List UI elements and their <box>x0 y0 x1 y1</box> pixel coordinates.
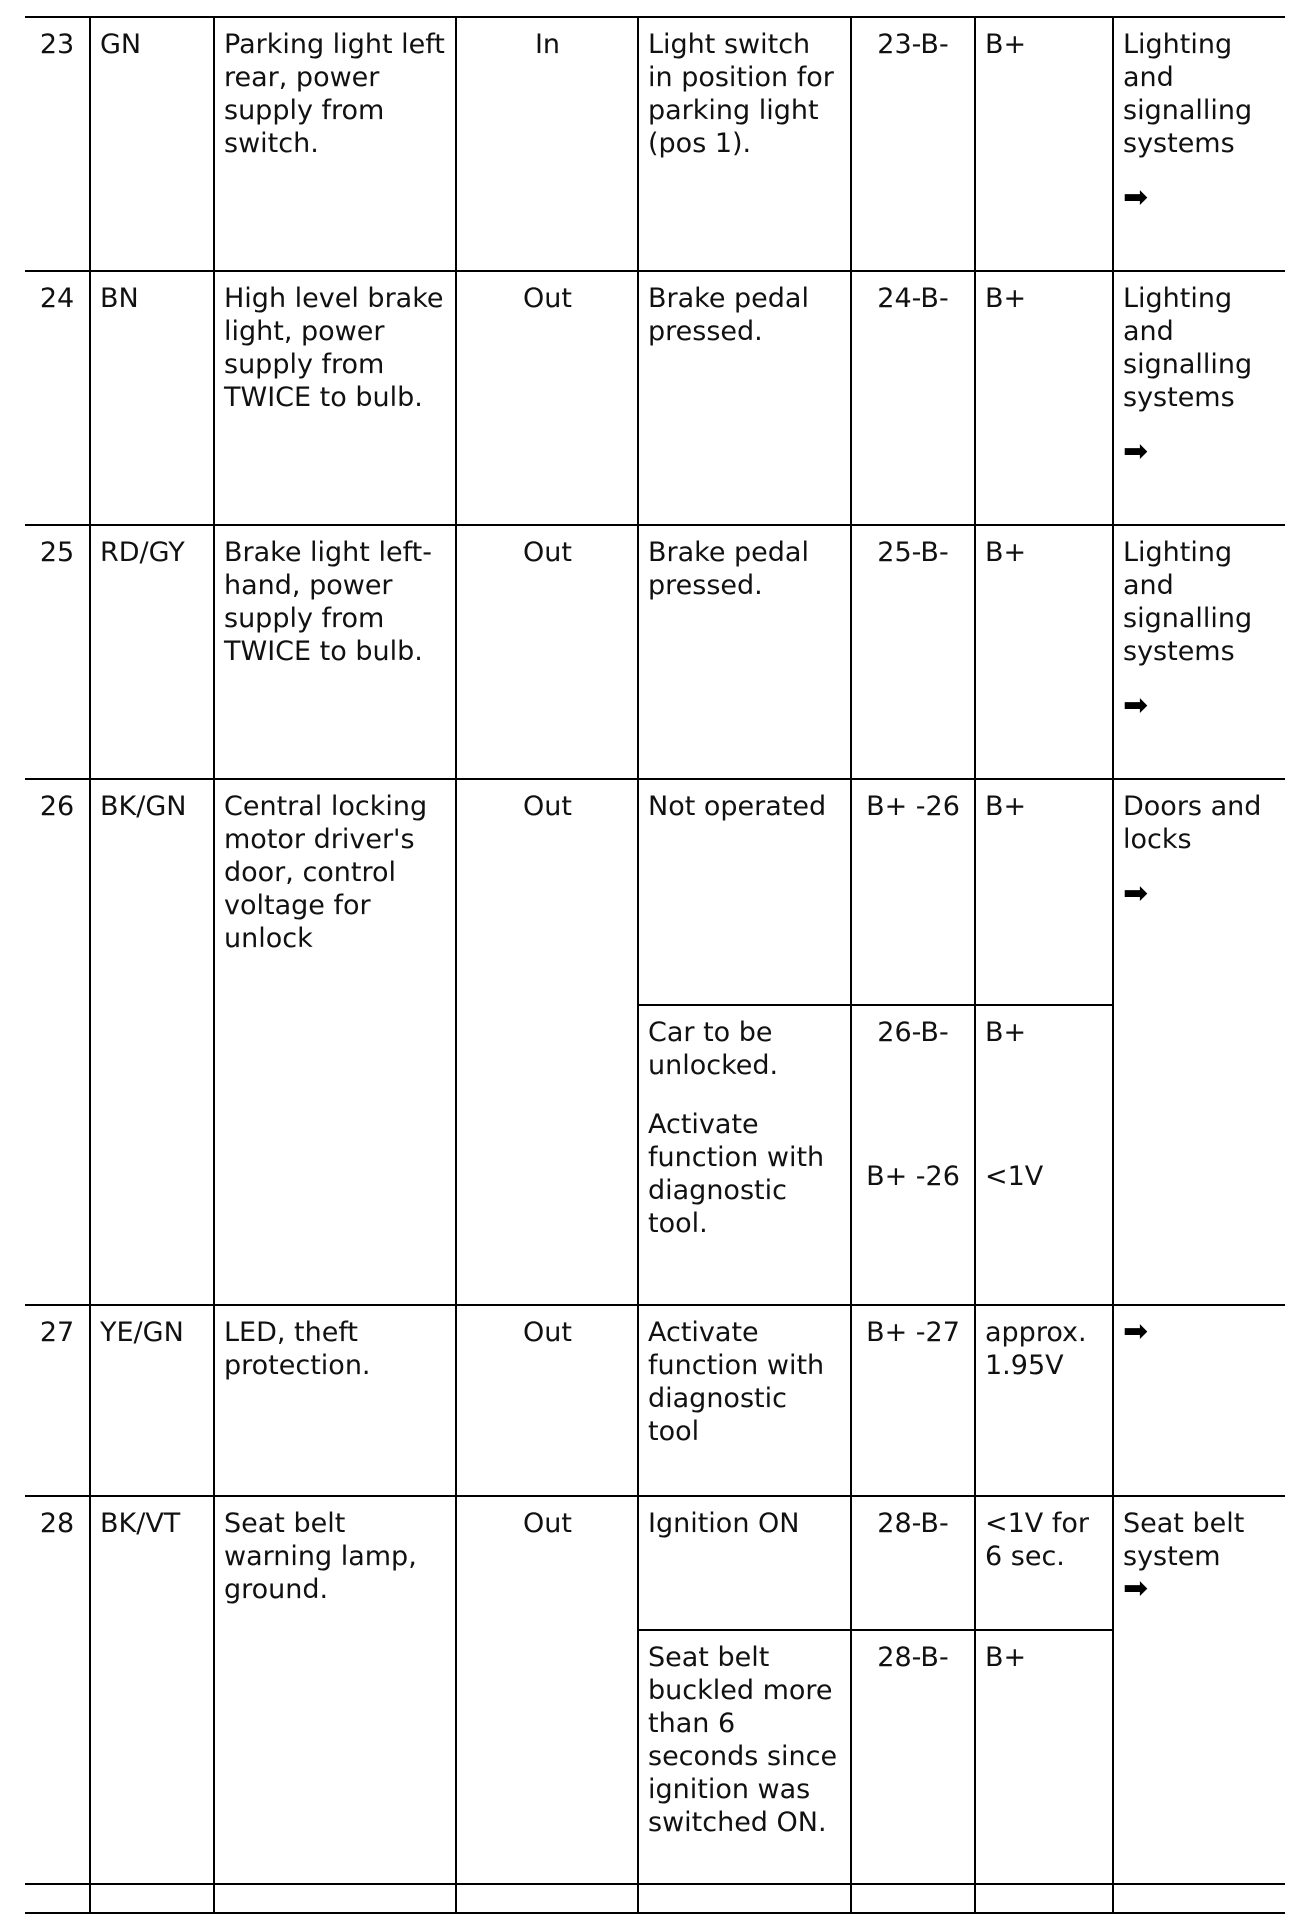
pin-description: Parking light left rear, power supply from switch. <box>214 17 456 271</box>
test-condition: Activate function with diagnostic tool <box>638 1305 851 1496</box>
right-arrow-icon: ➡ <box>1123 1570 1149 1606</box>
system-name: Lighting and signalling systems <box>1123 537 1253 667</box>
signal-direction: Out <box>456 1305 638 1496</box>
pin-description: High level brake light, power supply from TWICE to bulb. <box>214 271 456 525</box>
measure-points: 25-B- <box>851 525 975 779</box>
table-row <box>25 1496 1285 1630</box>
measure-points: 28-B- <box>851 1630 975 1884</box>
nominal-value: B+ <box>975 17 1113 271</box>
pin-number: 26 <box>25 779 90 1305</box>
system-name: Lighting and signalling systems <box>1123 283 1253 413</box>
right-arrow-icon: ➡ <box>1123 179 1149 215</box>
test-condition <box>638 1005 851 1305</box>
table-row <box>25 1305 1285 1496</box>
system-reference <box>1113 525 1285 779</box>
test-condition: Brake pedal pressed. <box>638 271 851 525</box>
wire-color: GN <box>90 17 214 271</box>
system-reference <box>1113 17 1285 271</box>
nominal-value <box>975 1005 1113 1305</box>
wire-color: RD/GY <box>90 525 214 779</box>
signal-direction: Out <box>456 1496 638 1884</box>
table-row <box>25 17 1285 271</box>
measure-points: B+ -26 <box>851 779 975 1005</box>
measure-point-line: B+ -26 <box>866 1160 960 1192</box>
nominal-value: <1V for 6 sec. <box>975 1496 1113 1630</box>
pin-number: 24 <box>25 271 90 525</box>
measure-points: 23-B- <box>851 17 975 271</box>
table-row <box>25 525 1285 779</box>
signal-direction: Out <box>456 271 638 525</box>
wire-color: BN <box>90 271 214 525</box>
right-arrow-icon: ➡ <box>1123 687 1149 723</box>
wire-color: BK/GN <box>90 779 214 1305</box>
test-condition-line: Activate function with diagnostic tool. <box>648 1108 825 1239</box>
signal-direction: In <box>456 17 638 271</box>
test-condition: Not operated <box>638 779 851 1005</box>
test-condition: Seat belt buckled more than 6 seconds since ignition was switched ON. <box>638 1630 851 1884</box>
signal-direction: Out <box>456 525 638 779</box>
nominal-value: B+ <box>975 271 1113 525</box>
measure-points: 24-B- <box>851 271 975 525</box>
measure-points <box>851 1005 975 1305</box>
nominal-value: B+ <box>975 1630 1113 1884</box>
system-reference <box>1113 271 1285 525</box>
test-condition-line: Car to be unlocked. <box>648 1017 779 1081</box>
pin-number: 28 <box>25 1496 90 1884</box>
wire-color: BK/VT <box>90 1496 214 1884</box>
nominal-value: approx. 1.95V <box>975 1305 1113 1496</box>
pin-number: 23 <box>25 17 90 271</box>
system-name: Doors and locks <box>1123 791 1262 855</box>
pin-number: 27 <box>25 1305 90 1496</box>
pin-description: Seat belt warning lamp, ground. <box>214 1496 456 1884</box>
nominal-value-line: B+ <box>985 1017 1027 1048</box>
pin-description: Brake light left-hand, power supply from TWICE to bulb. <box>214 525 456 779</box>
wire-color: YE/GN <box>90 1305 214 1496</box>
pin-number: 25 <box>25 525 90 779</box>
test-condition: Ignition ON <box>638 1496 851 1630</box>
table-bottom-rule <box>25 1884 1285 1913</box>
table-row <box>25 271 1285 525</box>
measure-point-line: 26-B- <box>877 1017 949 1048</box>
nominal-value: B+ <box>975 525 1113 779</box>
measure-points: B+ -27 <box>851 1305 975 1496</box>
system-reference <box>1113 779 1285 1305</box>
system-name: Lighting and signalling systems <box>1123 29 1253 159</box>
right-arrow-icon: ➡ <box>1123 875 1149 911</box>
nominal-value: B+ <box>975 779 1113 1005</box>
right-arrow-icon: ➡ <box>1123 1314 1149 1349</box>
system-reference <box>1113 1496 1285 1884</box>
table-row <box>25 779 1285 1005</box>
test-condition: Brake pedal pressed. <box>638 525 851 779</box>
system-reference <box>1113 1305 1285 1496</box>
system-name: Seat belt system <box>1123 1508 1245 1572</box>
signal-direction: Out <box>456 779 638 1305</box>
measure-points: 28-B- <box>851 1496 975 1630</box>
test-condition: Light switch in position for parking light (pos 1). <box>638 17 851 271</box>
nominal-value-line: <1V <box>985 1160 1044 1192</box>
pin-table <box>25 16 1285 1914</box>
pin-description: LED, theft protection. <box>214 1305 456 1496</box>
right-arrow-icon: ➡ <box>1123 433 1149 469</box>
pin-description: Central locking motor driver's door, control voltage for unlock <box>214 779 456 1305</box>
